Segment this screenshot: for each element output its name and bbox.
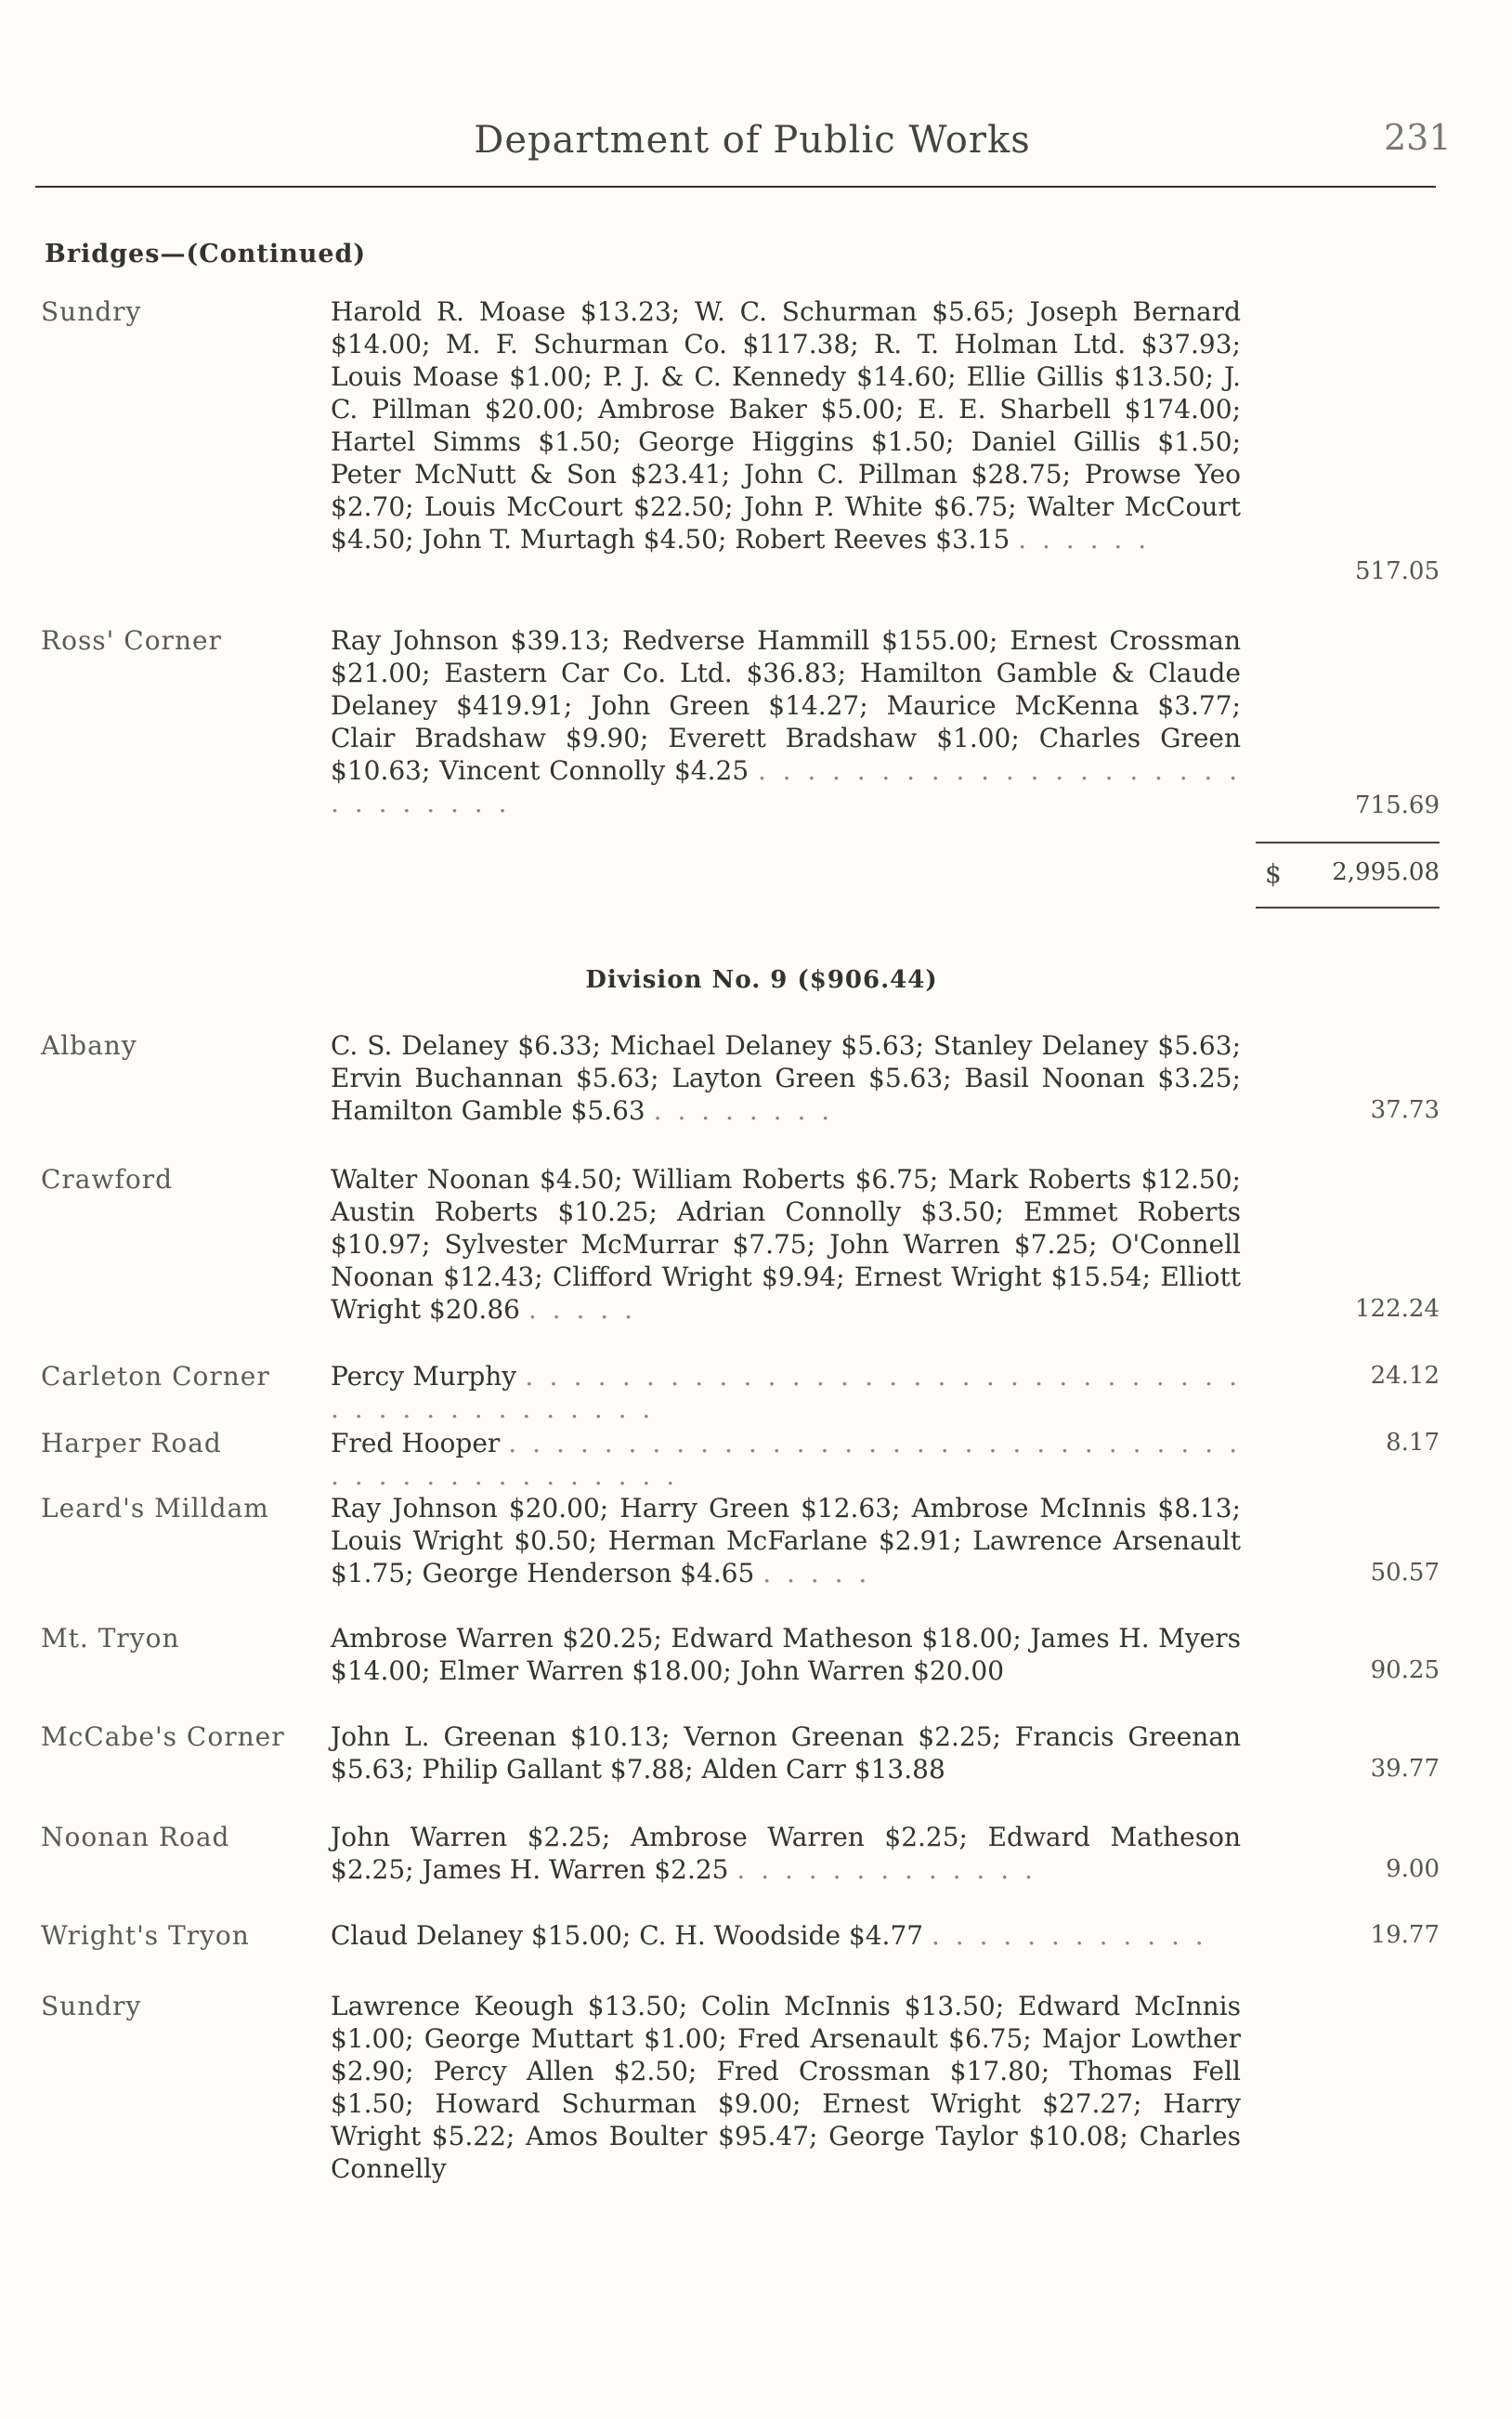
entry-amount: 39.77	[1370, 1755, 1440, 1783]
entry-place: Albany	[41, 1030, 137, 1061]
entry-place: Leard's Milldam	[41, 1493, 269, 1523]
entry-place: Wright's Tryon	[41, 1920, 250, 1951]
entry-text: Walter Noonan $4.50; William Roberts $6.75; Mark Roberts $12.50; Austin Roberts $10.25; Adrian Connolly $3.50; Emmet Roberts $10.97; Sylvester McMurrar $7.75; John Warren $7.25; O'Connell Noonan $12.43; Clifford Wright $9.94; Ernest Wright $15.54; Elliott Wright $20.86 . . . . .	[331, 1164, 1241, 1325]
entry-amount: 8.17	[1386, 1429, 1440, 1457]
entry-place: Ross' Corner	[41, 625, 222, 656]
entry-amount: 24.12	[1370, 1362, 1440, 1390]
section-heading: Bridges—(Continued)	[45, 240, 367, 268]
entry-place: Mt. Tryon	[41, 1623, 180, 1654]
entry-text: Claud Delaney $15.00; C. H. Woodside $4.77 . . . . . . . . . . . .	[331, 1920, 1207, 1951]
entry-text: John L. Greenan $10.13; Vernon Greenan $2.25; Francis Greenan $5.63; Philip Gallant $7.88; Alden Carr $13.88	[331, 1721, 1241, 1785]
entry-amount: 50.57	[1370, 1559, 1440, 1587]
entry-place: Sundry	[41, 296, 142, 327]
entry-amount: 90.25	[1370, 1656, 1440, 1684]
entry-place: Sundry	[41, 1991, 142, 2021]
entry-text: Ray Johnson $39.13; Redverse Hammill $155.00; Ernest Crossman $21.00; Eastern Car Co. Ltd. $36.83; Hamilton Gamble & Claude Delaney $419.91; John Green $14.27; Maurice McKenna $3.77; Clair Bradshaw $9.90; Everett Bradshaw $1.00; Charles Green $10.63; Vincent Connolly $4.25 . . . . . . . . . . . . . . . . . . . . . . . . . . . .	[331, 625, 1242, 818]
total-rule-top	[1256, 842, 1440, 843]
total-value: 2,995.08	[1332, 858, 1440, 886]
entry-text: Fred Hooper . . . . . . . . . . . . . . . . . . . . . . . . . . . . . . . . . . . . . . . . . . . . . .	[331, 1428, 1241, 1491]
entry-amount: 517.05	[1355, 557, 1440, 585]
entry-place: Carleton Corner	[41, 1361, 270, 1392]
entry-text: Ray Johnson $20.00; Harry Green $12.63; Ambrose McInnis $8.13; Louis Wright $0.50; Herman McFarlane $2.91; Lawrence Arsenault $1.75; George Henderson $4.65 . . . . .	[331, 1493, 1241, 1589]
entry-amount: 715.69	[1355, 791, 1440, 819]
entry-text: C. S. Delaney $6.33; Michael Delaney $5.63; Stanley Delaney $5.63; Ervin Buchannan $5.63; Layton Green $5.63; Basil Noonan $3.25; Hamilton Gamble $5.63 . . . . . . . .	[331, 1030, 1241, 1126]
total-currency: $	[1265, 858, 1282, 889]
entry-text: Ambrose Warren $20.25; Edward Matheson $18.00; James H. Myers $14.00; Elmer Warren $18.00; John Warren $20.00	[331, 1623, 1241, 1686]
page-number: 231	[1384, 117, 1452, 158]
division-heading: Division No. 9 ($906.44)	[585, 966, 938, 994]
entry-amount: 9.00	[1386, 1855, 1440, 1883]
entry-place: McCabe's Corner	[41, 1721, 285, 1752]
entry-place: Harper Road	[41, 1428, 222, 1458]
entry-text: Percy Murphy . . . . . . . . . . . . . . . . . . . . . . . . . . . . . . . . . . . . . . . . . . . .	[331, 1361, 1241, 1424]
entry-amount: 37.73	[1370, 1096, 1440, 1124]
header-rule	[35, 186, 1436, 188]
entry-text: John Warren $2.25; Ambrose Warren $2.25; Edward Matheson $2.25; James H. Warren $2.25 . . . . . . . . . . . . .	[331, 1822, 1241, 1885]
entry-amount: 19.77	[1370, 1921, 1440, 1949]
entry-amount: 122.24	[1355, 1295, 1440, 1323]
entry-text: Lawrence Keough $13.50; Colin McInnis $13.50; Edward McInnis $1.00; George Muttart $1.00; Fred Arsenault $6.75; Major Lowther $2.90; Percy Allen $2.50; Fred Crossman $17.80; Thomas Fell $1.50; Howard Schurman $9.00; Ernest Wright $27.27; Harry Wright $5.22; Amos Boulter $95.47; George Taylor $10.08; Charles Connelly	[331, 1991, 1241, 2184]
entry-place: Noonan Road	[41, 1822, 230, 1852]
entry-place: Crawford	[41, 1164, 173, 1195]
total-rule-bottom	[1256, 907, 1440, 909]
page-header-title: Department of Public Works	[474, 119, 1031, 162]
entry-text: Harold R. Moase $13.23; W. C. Schurman $5.65; Joseph Bernard $14.00; M. F. Schurman Co. $117.38; R. T. Holman Ltd. $37.93; Louis Moase $1.00; P. J. & C. Kennedy $14.60; Ellie Gillis $13.50; J. C. Pillman $20.00; Ambrose Baker $5.00; E. E. Sharbell $174.00; Hartel Simms $1.50; George Higgins $1.50; Daniel Gillis $1.50; Peter McNutt & Son $23.41; John C. Pillman $28.75; Prowse Yeo $2.70; Louis McCourt $22.50; John P. White $6.75; Walter McCourt $4.50; John T. Murtagh $4.50; Robert Reeves $3.15 . . . . . .	[331, 296, 1241, 555]
